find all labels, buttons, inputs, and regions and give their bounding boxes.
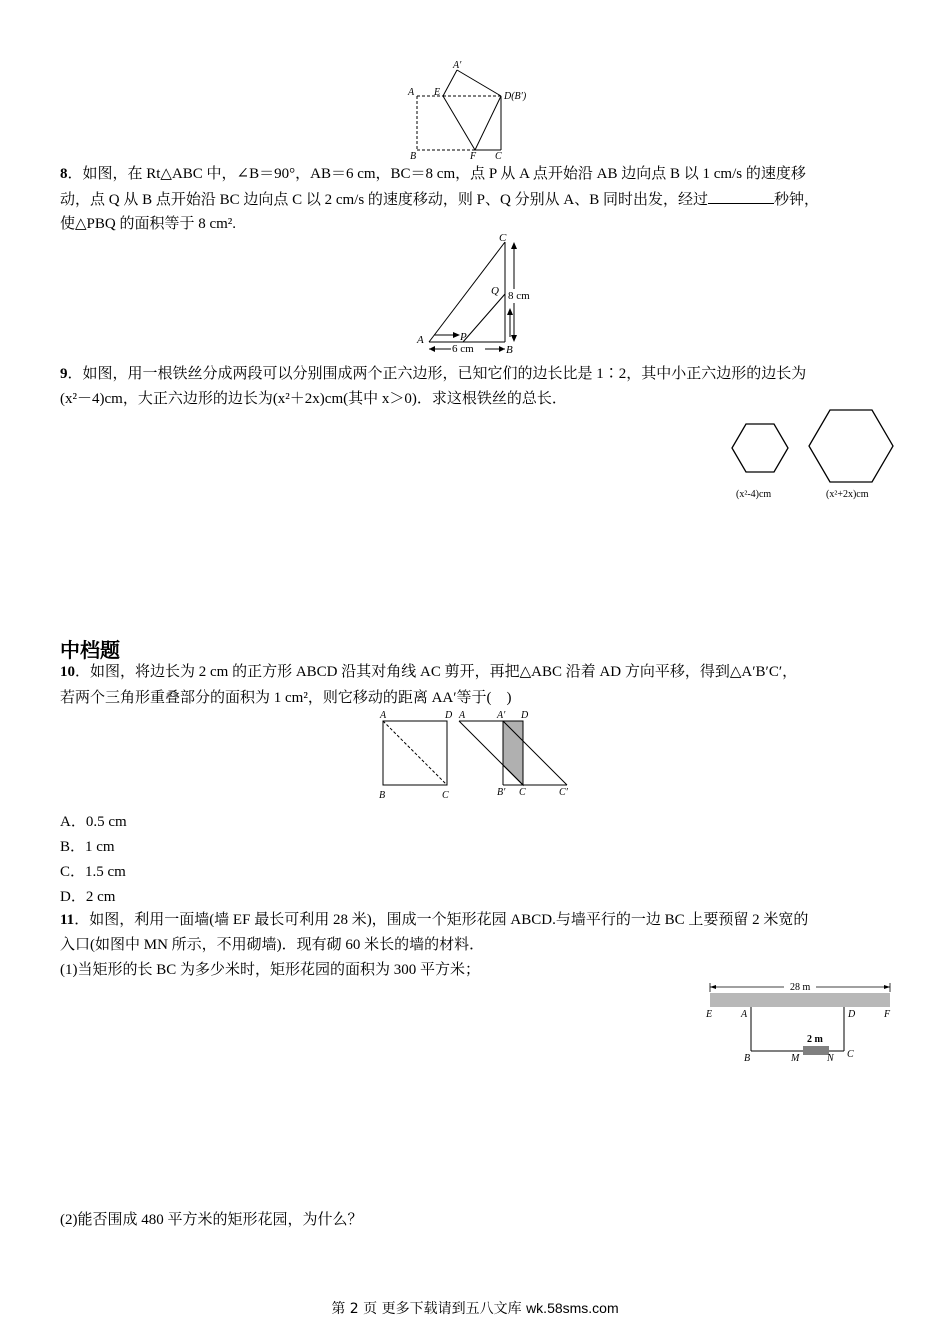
q10-option-c[interactable]: C．1.5 cm: [60, 864, 126, 880]
label-f: F: [470, 151, 477, 162]
q10-option-b[interactable]: B．1 cm: [60, 839, 115, 855]
label-p: P: [460, 331, 467, 343]
q11-line1: 11．如图，利用一面墙(墙 EF 最长可利用 28 米)，围成一个矩形花园 ABCD.与墙平行的一边 BC 上要预留 2 米宽的: [60, 912, 809, 928]
q10-line1: 10．如图，将边长为 2 cm 的正方形 ABCD 沿其对角线 AC 剪开，再把△ABC 沿着 AD 方向平移，得到△A′B′C′，: [60, 664, 798, 680]
label-b: B: [410, 151, 417, 162]
q11-part1: (1)当矩形的长 BC 为多少米时，矩形花园的面积为 300 平方米；: [60, 962, 481, 978]
q11-part2: (2)能否围成 480 平方米的矩形花园，为什么？: [60, 1212, 363, 1228]
q9-line2: (x²－4)cm，大正六边形的边长为(x²＋2x)cm(其中 x＞0)．求这根铁丝的总长．: [60, 391, 567, 407]
label-b-prime: B′: [497, 787, 506, 798]
large-hexagon-label: (x²+2x)cm: [826, 489, 869, 500]
label-b: B: [379, 790, 386, 801]
label-m: M: [791, 1053, 800, 1064]
label-a: A: [741, 1009, 748, 1020]
large-hexagon: [809, 410, 893, 482]
label-d-b-prime: D(B′): [504, 91, 527, 102]
garden-figure: [704, 980, 894, 1066]
page-footer: 第 2 页 更多下载请到五八文库 wk.58sms.com: [331, 1300, 619, 1317]
label-b: B: [506, 344, 513, 356]
q8-answer-blank: [708, 189, 774, 204]
q10-option-a[interactable]: A．0.5 cm: [60, 814, 127, 830]
q9-line1: 9．如图，用一根铁丝分成两段可以分别围成两个正六边形，已知它们的边长比是 1∶2，其中小正六边形的边长为: [60, 366, 807, 382]
label-e: E: [434, 87, 441, 98]
label-d: D: [445, 710, 453, 721]
label-f: F: [884, 1009, 891, 1020]
q9-number: 9: [60, 366, 68, 382]
entrance-mn: [803, 1046, 829, 1055]
label-d-right: D: [521, 710, 529, 721]
q8-line3: 使△PBQ 的面积等于 8 cm².: [60, 216, 237, 232]
wall-length-label: 28 m: [790, 982, 811, 993]
q8-triangle-figure: [414, 232, 544, 358]
q8-line2: 动，点 Q 从 B 点开始沿 BC 边向点 C 以 2 cm/s 的速度移动，则 P、Q 分别从 A、B 同时出发，经过 秒钟，: [60, 189, 819, 210]
q8-line1: 8．如图，在 Rt△ABC 中，∠B＝90°，AB＝6 cm，BC＝8 cm，点 P 从 A 点开始沿 AB 边向点 B 以 1 cm/s 的速度移: [60, 166, 806, 182]
section-heading: 中档题: [60, 638, 120, 662]
label-q: Q: [491, 285, 499, 297]
label-c: C: [499, 232, 507, 244]
entrance-width-label: 2 m: [807, 1034, 823, 1045]
label-c-right: C: [519, 787, 526, 798]
q11-line2: 入口(如图中 MN 所示，不用砌墙)．现有砌 60 米长的墙的材料．: [60, 937, 485, 953]
label-c: C: [495, 151, 502, 162]
label-d: D: [848, 1009, 856, 1020]
ab-length-label: 6 cm: [452, 343, 474, 355]
q10-number: 10: [60, 664, 75, 680]
q11-number: 11: [60, 912, 75, 928]
label-c: C: [847, 1049, 854, 1060]
footer-site-link[interactable]: wk.58sms.com: [526, 1300, 619, 1316]
label-c: C: [442, 790, 449, 801]
label-a-prime: A′: [453, 60, 462, 71]
hexagons-figure: [722, 404, 902, 506]
fold-figure: [405, 58, 545, 162]
label-a: A: [417, 334, 424, 346]
label-a-right: A: [459, 710, 466, 721]
label-a: A: [380, 710, 387, 721]
wall-ef: [710, 993, 890, 1007]
small-hexagon-label: (x²-4)cm: [736, 489, 772, 500]
label-n: N: [827, 1053, 834, 1064]
q10-option-d[interactable]: D．2 cm: [60, 889, 116, 905]
label-a: A: [408, 87, 415, 98]
label-a-prime: A′: [497, 710, 506, 721]
q8-number: 8: [60, 166, 68, 182]
label-c-prime: C′: [559, 787, 568, 798]
small-hexagon: [732, 424, 788, 472]
q10-translation-figure: [375, 706, 575, 802]
bc-length-label: 8 cm: [508, 290, 530, 302]
label-e: E: [706, 1009, 713, 1020]
q10-line2: 若两个三角形重叠部分的面积为 1 cm²，则它移动的距离 AA′等于( ): [60, 690, 512, 706]
label-b: B: [744, 1053, 751, 1064]
